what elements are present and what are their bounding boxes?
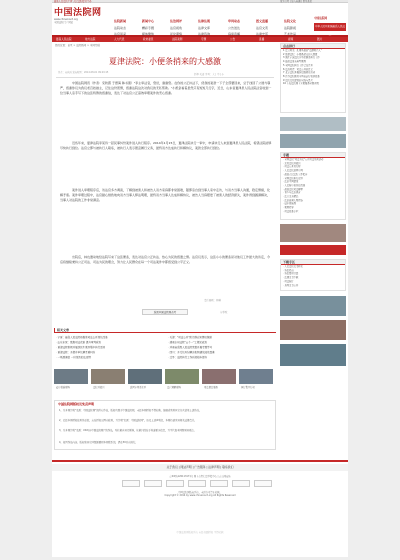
- sidebar-topics: [280, 152, 346, 220]
- article-paragraph: 中国法院网讯（作者：宋秋霞 于德海 韩书朋）"李主审法官，您好，谢谢您。在你的公正执法下，使我的案款一下子全部要回来，总于找回了公道与尊严，感谢你们为我们老百姓做主，记住这份恩情，感谢法院这次对我们的无私帮助。"小纸条看着虽然只有短短几行字，近日，山东省夏津县人民法院法官收到一位当事人亲手写下的这张特殊的感谢信，表达了对法官公正高效审理案件的衷心感谢。: [60, 81, 272, 95]
- sidebar-link[interactable]: 4 最高法发布典型案例: [283, 60, 306, 64]
- sidebar-link[interactable]: 9 法院文化建设的实践与思考: [283, 78, 313, 82]
- sidebar-ad-image[interactable]: [280, 245, 346, 255]
- sidebar-downloads-title: 下载专区: [281, 260, 345, 265]
- related-link[interactable]: · 天津："司法公开"助力群众知情权保障: [168, 336, 212, 339]
- related-link[interactable]: · 河南省高级人民法院党组开展专题学习: [168, 346, 213, 349]
- subnav-link[interactable]: 人大代表: [114, 38, 125, 41]
- photo-thumbnail[interactable]: [202, 369, 236, 384]
- sidebar-link[interactable]: 2 夏津法院：小便条捎来的大感激: [283, 52, 318, 56]
- footer-line: 京ICP备12011317号 | 网上有害信息举报中心 | 京公网安备: [169, 475, 231, 478]
- nav-link[interactable]: 法院动态: [114, 25, 127, 30]
- nav-link[interactable]: 媒体聚焦: [142, 32, 155, 36]
- nav-link[interactable]: 法官视角: [170, 25, 183, 30]
- sidebar-link[interactable]: · 最高法院司法解释: [283, 187, 303, 191]
- related-header: [54, 328, 276, 333]
- photo-caption[interactable]: 法官调解现场: [167, 386, 181, 389]
- sidebar-link[interactable]: · 司法公开进行时: [283, 165, 301, 169]
- nav-link[interactable]: 法律文库: [198, 25, 211, 30]
- related-link[interactable]: · 宁夏：最高人民法院将推进司法公开深化改革: [56, 336, 108, 339]
- sidebar-link[interactable]: · 案例指导: [283, 206, 294, 210]
- related-link[interactable]: · 江苏：法院执行工作质效稳步提升: [168, 356, 208, 359]
- divider: [56, 77, 274, 78]
- related-link[interactable]: · 一纸感谢信 一份浓浓的法官情: [56, 356, 91, 359]
- subnav-link[interactable]: 图片: [317, 38, 323, 41]
- top-bar-left: 最高人民法院主管 人民法院报社主办: [54, 0, 92, 3]
- related-link[interactable]: · 山东东营：聚焦司法改革 提升审判质效: [56, 341, 101, 344]
- footer-badge[interactable]: [254, 480, 272, 487]
- nav-column: [170, 18, 182, 38]
- sidebar-link[interactable]: · 青少年法治教育: [283, 191, 301, 195]
- article-meta: 作者：宋秋霞 发布时间：2014-08-01 09:29:15: [58, 71, 109, 74]
- sidebar-link[interactable]: · 法治中国建设: [283, 180, 299, 184]
- sidebar-ad-image[interactable]: [280, 224, 346, 242]
- photo-thumbnail[interactable]: [54, 369, 88, 384]
- subnav-link[interactable]: 专题: [201, 38, 207, 41]
- nav-column: [114, 18, 126, 38]
- footer-copyright: Copyright © 2014 by www.chinacourt.org All Rights Reserved: [164, 494, 236, 497]
- related-title: 相关文章: [54, 328, 69, 332]
- breadcrumb: 您的位置：首页 > 法院新闻 > 本网专稿: [55, 44, 100, 47]
- footer-badge[interactable]: [166, 480, 184, 487]
- sidebar-link[interactable]: · 司法统计: [283, 279, 294, 283]
- photo-caption[interactable]: 司法便民服务: [204, 386, 218, 389]
- nav-link[interactable]: 评论观察: [170, 32, 183, 36]
- sidebar-link[interactable]: · 裁判文书公开: [283, 283, 299, 287]
- subnav-link[interactable]: 直播: [259, 38, 265, 41]
- logo-url: www.chinacourt.org: [54, 18, 78, 21]
- photo-caption[interactable]: 巡回审判进社区: [130, 386, 147, 389]
- logo-slogan: 全国法院门户网站: [54, 21, 74, 24]
- nav-link[interactable]: 审判动态: [228, 19, 241, 23]
- sidebar-link[interactable]: · 司法改革专栏: [283, 209, 299, 213]
- sidebar-link[interactable]: · 全国法院执行攻坚: [283, 176, 303, 180]
- sidebar-link[interactable]: · 人民法院文书样式: [283, 265, 303, 268]
- sidebar-ranking-title: 点击排行: [281, 44, 345, 49]
- subnav-link[interactable]: 公告: [230, 38, 236, 41]
- sidebar-link[interactable]: 8 江苏法院推进审判权运行机制改革: [283, 74, 320, 78]
- photo-caption[interactable]: 执行集中行动: [241, 386, 255, 389]
- nav-link[interactable]: 法律咨询: [198, 32, 211, 36]
- sidebar-link[interactable]: · 诉讼指南: [283, 268, 294, 272]
- court-label: 中国法院网: [314, 17, 327, 20]
- sidebar-link[interactable]: 5 全国法院执行工作会议召开: [283, 63, 313, 67]
- site-footer: [52, 460, 348, 560]
- subnav-link[interactable]: 视频: [288, 38, 294, 41]
- nav-link[interactable]: 精彩专题: [142, 25, 155, 30]
- sidebar-ranking: [280, 43, 346, 113]
- nav-link[interactable]: 公告送达: [228, 25, 241, 30]
- related-link[interactable]: · 四川：多元化纠纷解决机制建设成效显著: [168, 351, 215, 354]
- page: [52, 0, 348, 557]
- article: [54, 48, 276, 318]
- nav-link[interactable]: 法官风采: [114, 32, 127, 36]
- article-tools[interactable]: 打印 关闭 字号：大 | 中 | 小: [194, 73, 225, 76]
- sidebar-link[interactable]: · 诉讼费用计算: [283, 272, 299, 276]
- sidebar-link[interactable]: 7 北京法院开展诉讼服务月活动: [283, 71, 316, 75]
- sidebar-photo[interactable]: [280, 296, 346, 316]
- footer-badge[interactable]: [210, 480, 228, 487]
- logo-brand: 中国法院网: [54, 8, 102, 18]
- sidebar-link[interactable]: · 人民法院巡回审判: [283, 169, 303, 173]
- back-home-button[interactable]: 返回中国法院网首页: [142, 309, 188, 315]
- sidebar-topics-title: 专题: [281, 153, 345, 158]
- sidebar-photo[interactable]: [280, 320, 346, 340]
- top-bar-links[interactable]: 设为首页 | 加入收藏 | 联系我们: [280, 0, 313, 3]
- article-paragraph: 案件进入审理程序后，该法官多方调查，了解到被害人和被告人双方家庭都非常困难，随即亲自到当事人家中走访，与双方当事人沟通，稳定情绪，化解矛盾。案件审理过程中，法官耐心细致地向双方当事人释法明理，最终双方当事人达成和解协议，被告人当庭赔偿了被害人的经济损失，案件得到圆满解决，当事人对法院的工作非常满意。: [60, 188, 271, 202]
- subnav-link[interactable]: 地方法院: [85, 38, 96, 41]
- nav-column: [284, 18, 296, 38]
- nav-column: [142, 18, 154, 38]
- subnav-link[interactable]: 政协委员: [143, 38, 154, 41]
- sidebar-link[interactable]: · 最高人民法院工作报告: [283, 172, 308, 176]
- footer-line: 中国法院网版权所有，未经许可禁止转载。: [178, 491, 222, 494]
- nav-column: [198, 18, 210, 38]
- article-title: 夏津法院：小便条捎来的大感激: [109, 57, 221, 66]
- related-link[interactable]: · 湖南永州法院"五个一"工程见成效: [168, 341, 207, 344]
- nav-link[interactable]: 法律史话: [256, 32, 269, 36]
- footer-badge[interactable]: [188, 480, 206, 487]
- nav-link[interactable]: 图文直播: [256, 19, 269, 23]
- photo-strip: [54, 369, 276, 389]
- subnav-link[interactable]: 最高人民法院: [56, 38, 72, 41]
- sidebar-link[interactable]: · 走进法院开放日: [283, 161, 301, 165]
- notice-line: 3、凡本网注明"来源：XXX(非中国法院网)"的作品，均转载自其它媒体，转载目的在于传递更多信息，并不代表本网赞同其观点。: [59, 429, 197, 432]
- nav-column: [228, 18, 240, 38]
- nav-link[interactable]: 艺术作品: [284, 32, 297, 36]
- notice-title: 中国法院网版权及免责声明: [58, 402, 95, 406]
- bottom-notice: 中国法院网版权所有 未经书面授权 不得转载: [176, 531, 224, 534]
- photo-caption[interactable]: 法院开放日: [93, 386, 105, 389]
- sidebar-link[interactable]: · 全国法院"司法为民"公正司法系列活动: [283, 158, 324, 161]
- nav-link[interactable]: 法院影视: [284, 25, 297, 30]
- nav-column: [256, 18, 268, 38]
- copyright-notice: [54, 400, 276, 450]
- sidebar-link[interactable]: · 庭审直播周: [283, 202, 296, 206]
- article-paragraph: 出院后，林也激动地给法院写来了这张便条，表达对法官公正执法、热心为民的感激之情。法官们表示，这张小小的便条是对他们工作最大的肯定，今后将继续秉持公正司法、司法为民的理念，努力让人民群众在每一个司法案件中都感受到公平正义。: [60, 255, 271, 264]
- photo-thumbnail[interactable]: [239, 369, 273, 384]
- sidebar-link[interactable]: 3 浙江宁波法院多举措推进执行工作: [283, 56, 320, 60]
- footer-badge[interactable]: [122, 480, 140, 487]
- related-link[interactable]: · 夏津法院：多措并举化解矛盾纠纷: [56, 351, 96, 354]
- sidebar-link[interactable]: · 法官文苑精品: [283, 195, 299, 199]
- subnav-link[interactable]: 法院案例: [172, 38, 183, 41]
- notice-line: 4、如因作品内容、版权和其它问题需要同本网联系的，请在30日内进行。: [59, 441, 138, 444]
- site-logo[interactable]: [54, 8, 108, 26]
- sidebar-link[interactable]: · 法治新闻人物评选: [283, 198, 303, 202]
- article-paragraph: 近些年来，夏津法院李某诉一起民事纠纷案件进入执行程序。2014年1月15日，夏津法院执行一审中，申请执行人来到夏津县人民法院，希望法院能够尽快执行到位。法官立即与被执行人联系，被执行人表示愿意履行义务，最终双方达成执行和解协议，案款全部执行到位。: [60, 141, 272, 150]
- sidebar-link[interactable]: · 人民陪审员制度改革: [283, 183, 306, 187]
- sidebar-link[interactable]: 6 法治时评：司法公开的意义: [283, 67, 313, 71]
- nav-link[interactable]: 法院文化: [284, 19, 297, 23]
- notice-line: 1、凡本网注明"来源：中国法院网"的所有作品，版权均属于中国法院网，未经本网授权不得转载、摘编或利用其它方式使用上述作品。: [59, 409, 202, 412]
- sidebar-banner-image[interactable]: [280, 117, 346, 131]
- footer-badge[interactable]: [144, 480, 162, 487]
- nav-link[interactable]: 法律法规: [198, 19, 211, 23]
- court-banner[interactable]: 中华人民共和国最高人民法院: [314, 25, 345, 36]
- sidebar-downloads: [280, 259, 346, 291]
- sidebar-link[interactable]: 1 法官风采：扎根基层的"法律明白人": [283, 49, 322, 52]
- photo-caption[interactable]: 庭审直播现场: [56, 386, 70, 389]
- nav-link[interactable]: 法院新闻: [114, 19, 127, 23]
- sidebar-link[interactable]: · 法律文书下载: [283, 276, 299, 280]
- notice-line: 2、已经本网授权使用作品的，应在授权范围内使用，并注明"来源：中国法院网"。违反上述声明者，本网将追究其相关法律责任。: [59, 419, 197, 422]
- sub-navigation: [52, 37, 348, 42]
- site-header: [52, 3, 348, 37]
- sidebar-link[interactable]: 10 上海法院网上立案服务全面升级: [283, 82, 319, 86]
- photo-thumbnail[interactable]: [128, 369, 162, 384]
- footer-nav[interactable]: 关于我们 | 网站声明 | 广告服务 | 法律声明 | 联系我们: [52, 464, 348, 471]
- nav-link[interactable]: 法官文苑: [256, 25, 269, 30]
- header-right: [314, 17, 348, 36]
- article-editor: 责任编辑：林琳: [204, 299, 221, 302]
- sidebar-banner-image[interactable]: [280, 134, 346, 148]
- share-label[interactable]: 分享到：: [220, 311, 230, 314]
- sidebar-photo[interactable]: [280, 344, 346, 366]
- nav-link[interactable]: 新闻中心: [142, 19, 155, 23]
- photo-thumbnail[interactable]: [91, 369, 125, 384]
- nav-link[interactable]: 庭审直播: [228, 32, 241, 36]
- photo-thumbnail[interactable]: [165, 369, 199, 384]
- footer-badge[interactable]: [232, 480, 250, 487]
- related-link[interactable]: · 夏津法院积极开展涉民生案件集中执行活动: [56, 346, 106, 349]
- nav-link[interactable]: 法治网评: [170, 19, 183, 23]
